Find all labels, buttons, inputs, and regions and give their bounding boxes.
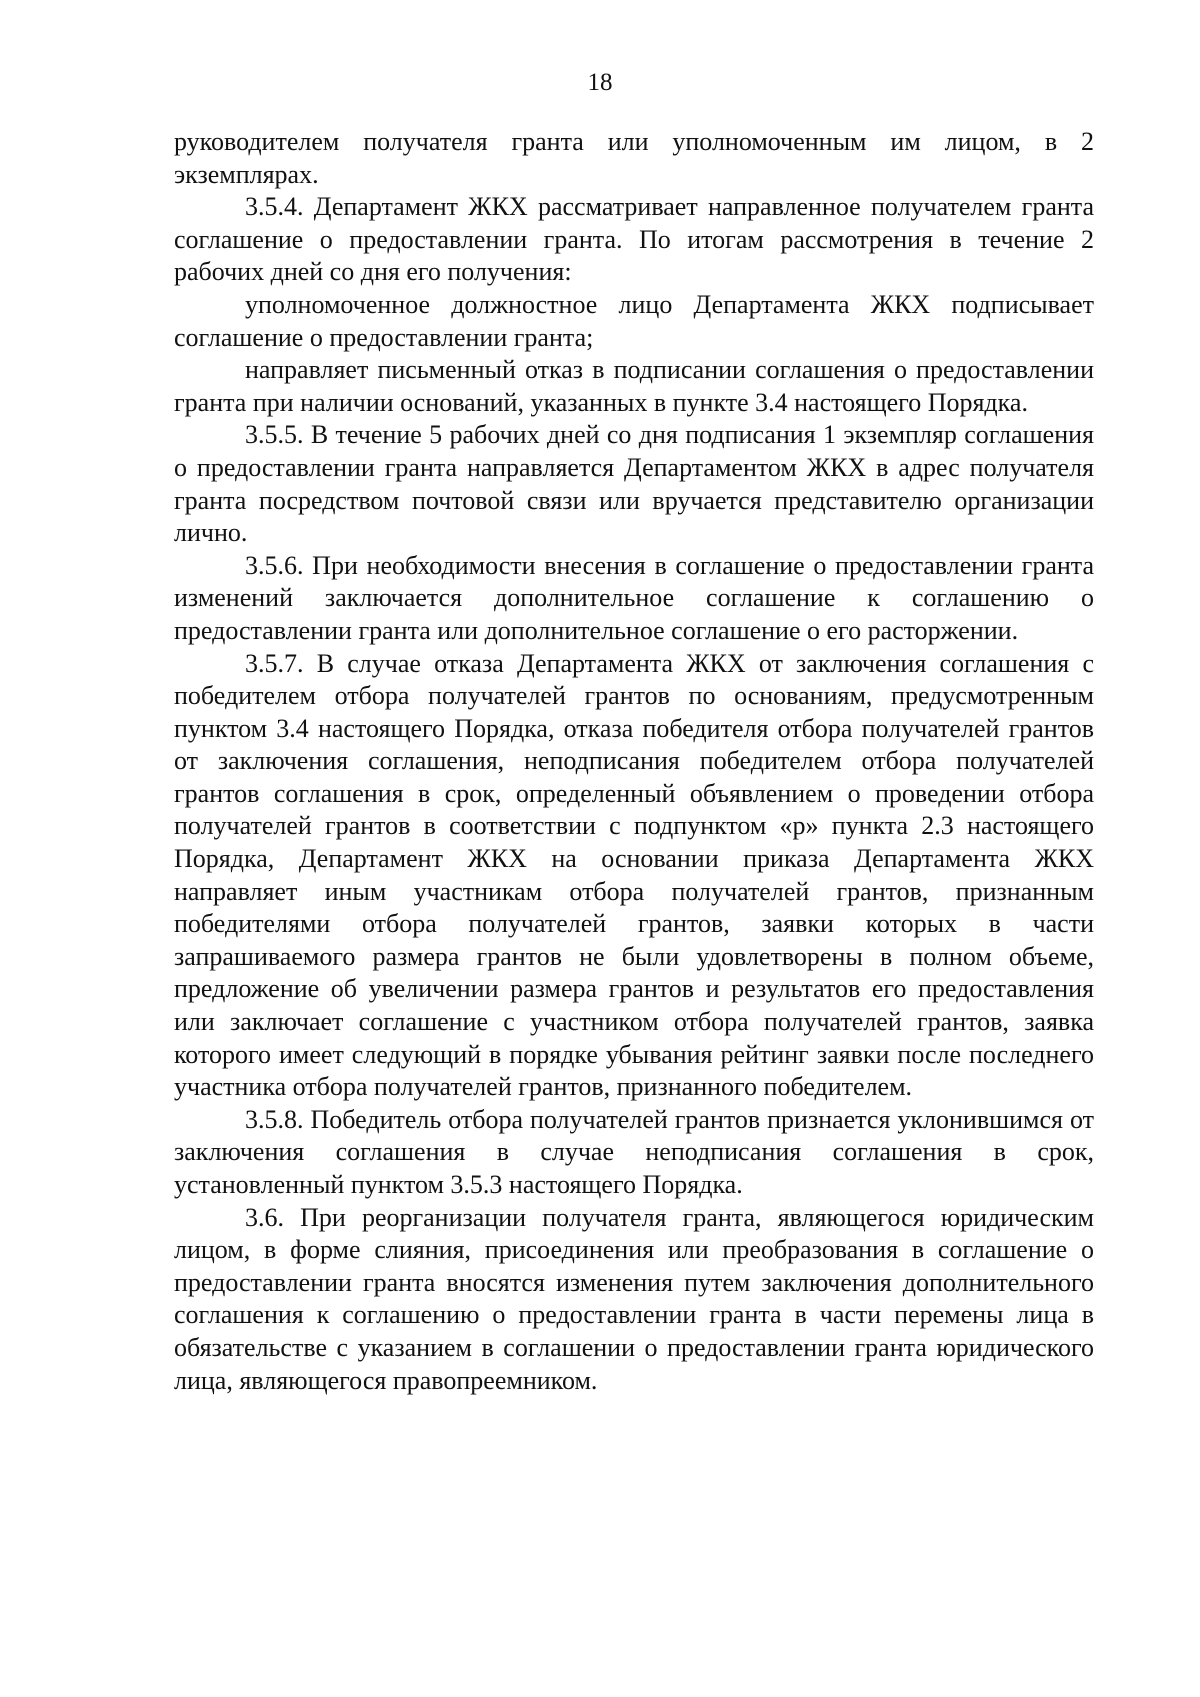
paragraph-3-5-4-item-refuse: направляет письменный отказ в подписании соглашения о предоставлении гранта при наличии оснований, указанных в пункте 3.4 настоящего Порядка. <box>174 355 1094 417</box>
paragraph-3-6: 3.6. При реорганизации получателя гранта, являющегося юридическим лицом, в форме слияния, присоединения или преобразования в соглашение о предоставлении гранта вносятся изменения путем заключения дополнительного соглашения к соглашению о предоставлении гранта в части перемены лица в обязательстве с указанием в соглашении о предоставлении гранта юридического лица, являющегося правопреемником. <box>174 1202 1094 1395</box>
paragraph-3-5-8: 3.5.8. Победитель отбора получателей грантов признается уклонившимся от заключения соглашения в случае неподписания соглашения в срок, установленный пунктом 3.5.3 настоящего Порядка. <box>174 1104 1094 1199</box>
paragraph-3-5-4: 3.5.4. Департамент ЖКХ рассматривает направленное получателем гранта соглашение о предоставлении гранта. По итогам рассмотрения в течение 2 рабочих дней со дня его получения: <box>174 192 1094 287</box>
paragraph-3-5-5: 3.5.5. В течение 5 рабочих дней со дня подписания 1 экземпляр соглашения о предоставлении гранта направляется Департаментом ЖКХ в адрес получателя гранта посредством почтовой связи или вручается представителю организации лично. <box>174 420 1094 548</box>
paragraph-3-5-7: 3.5.7. В случае отказа Департамента ЖКХ от заключения соглашения с победителем отбора получателей грантов по основаниям, предусмотренным пунктом 3.4 настоящего Порядка, отказа победителя отбора получателей грантов от заключения соглашения, неподписания победителем отбора получателей грантов соглашения в срок, определенный объявлением о проведении отбора получателей грантов в соответствии с подпунктом «р» пункта 2.3 настоящего Порядка, Департамент ЖКХ на основании приказа Департамента ЖКХ направляет иным участникам отбора получателей грантов, признанным победителями отбора получателей грантов, заявки которых в части запрашиваемого размера грантов не были удовлетворены в полном объеме, предложение об увеличении размера грантов и результатов его предоставления или заключает соглашение с участником отбора получателей грантов, заявка которого имеет следующий в порядке убывания рейтинг заявки после последнего участника отбора получателей грантов, признанного победителем. <box>174 648 1094 1102</box>
paragraph-3-5-6: 3.5.6. При необходимости внесения в соглашение о предоставлении гранта изменений заключается дополнительное соглашение к соглашению о предоставлении гранта или дополнительное соглашение о его расторжении. <box>174 550 1094 645</box>
document-body <box>174 126 1094 1397</box>
page-number: 18 <box>587 69 613 96</box>
paragraph-continuation: руководителем получателя гранта или уполномоченным им лицом, в 2 экземплярах. <box>174 127 1094 189</box>
paragraph-3-5-4-item-sign: уполномоченное должностное лицо Департамента ЖКХ подписывает соглашение о предоставлении гранта; <box>174 289 1094 352</box>
